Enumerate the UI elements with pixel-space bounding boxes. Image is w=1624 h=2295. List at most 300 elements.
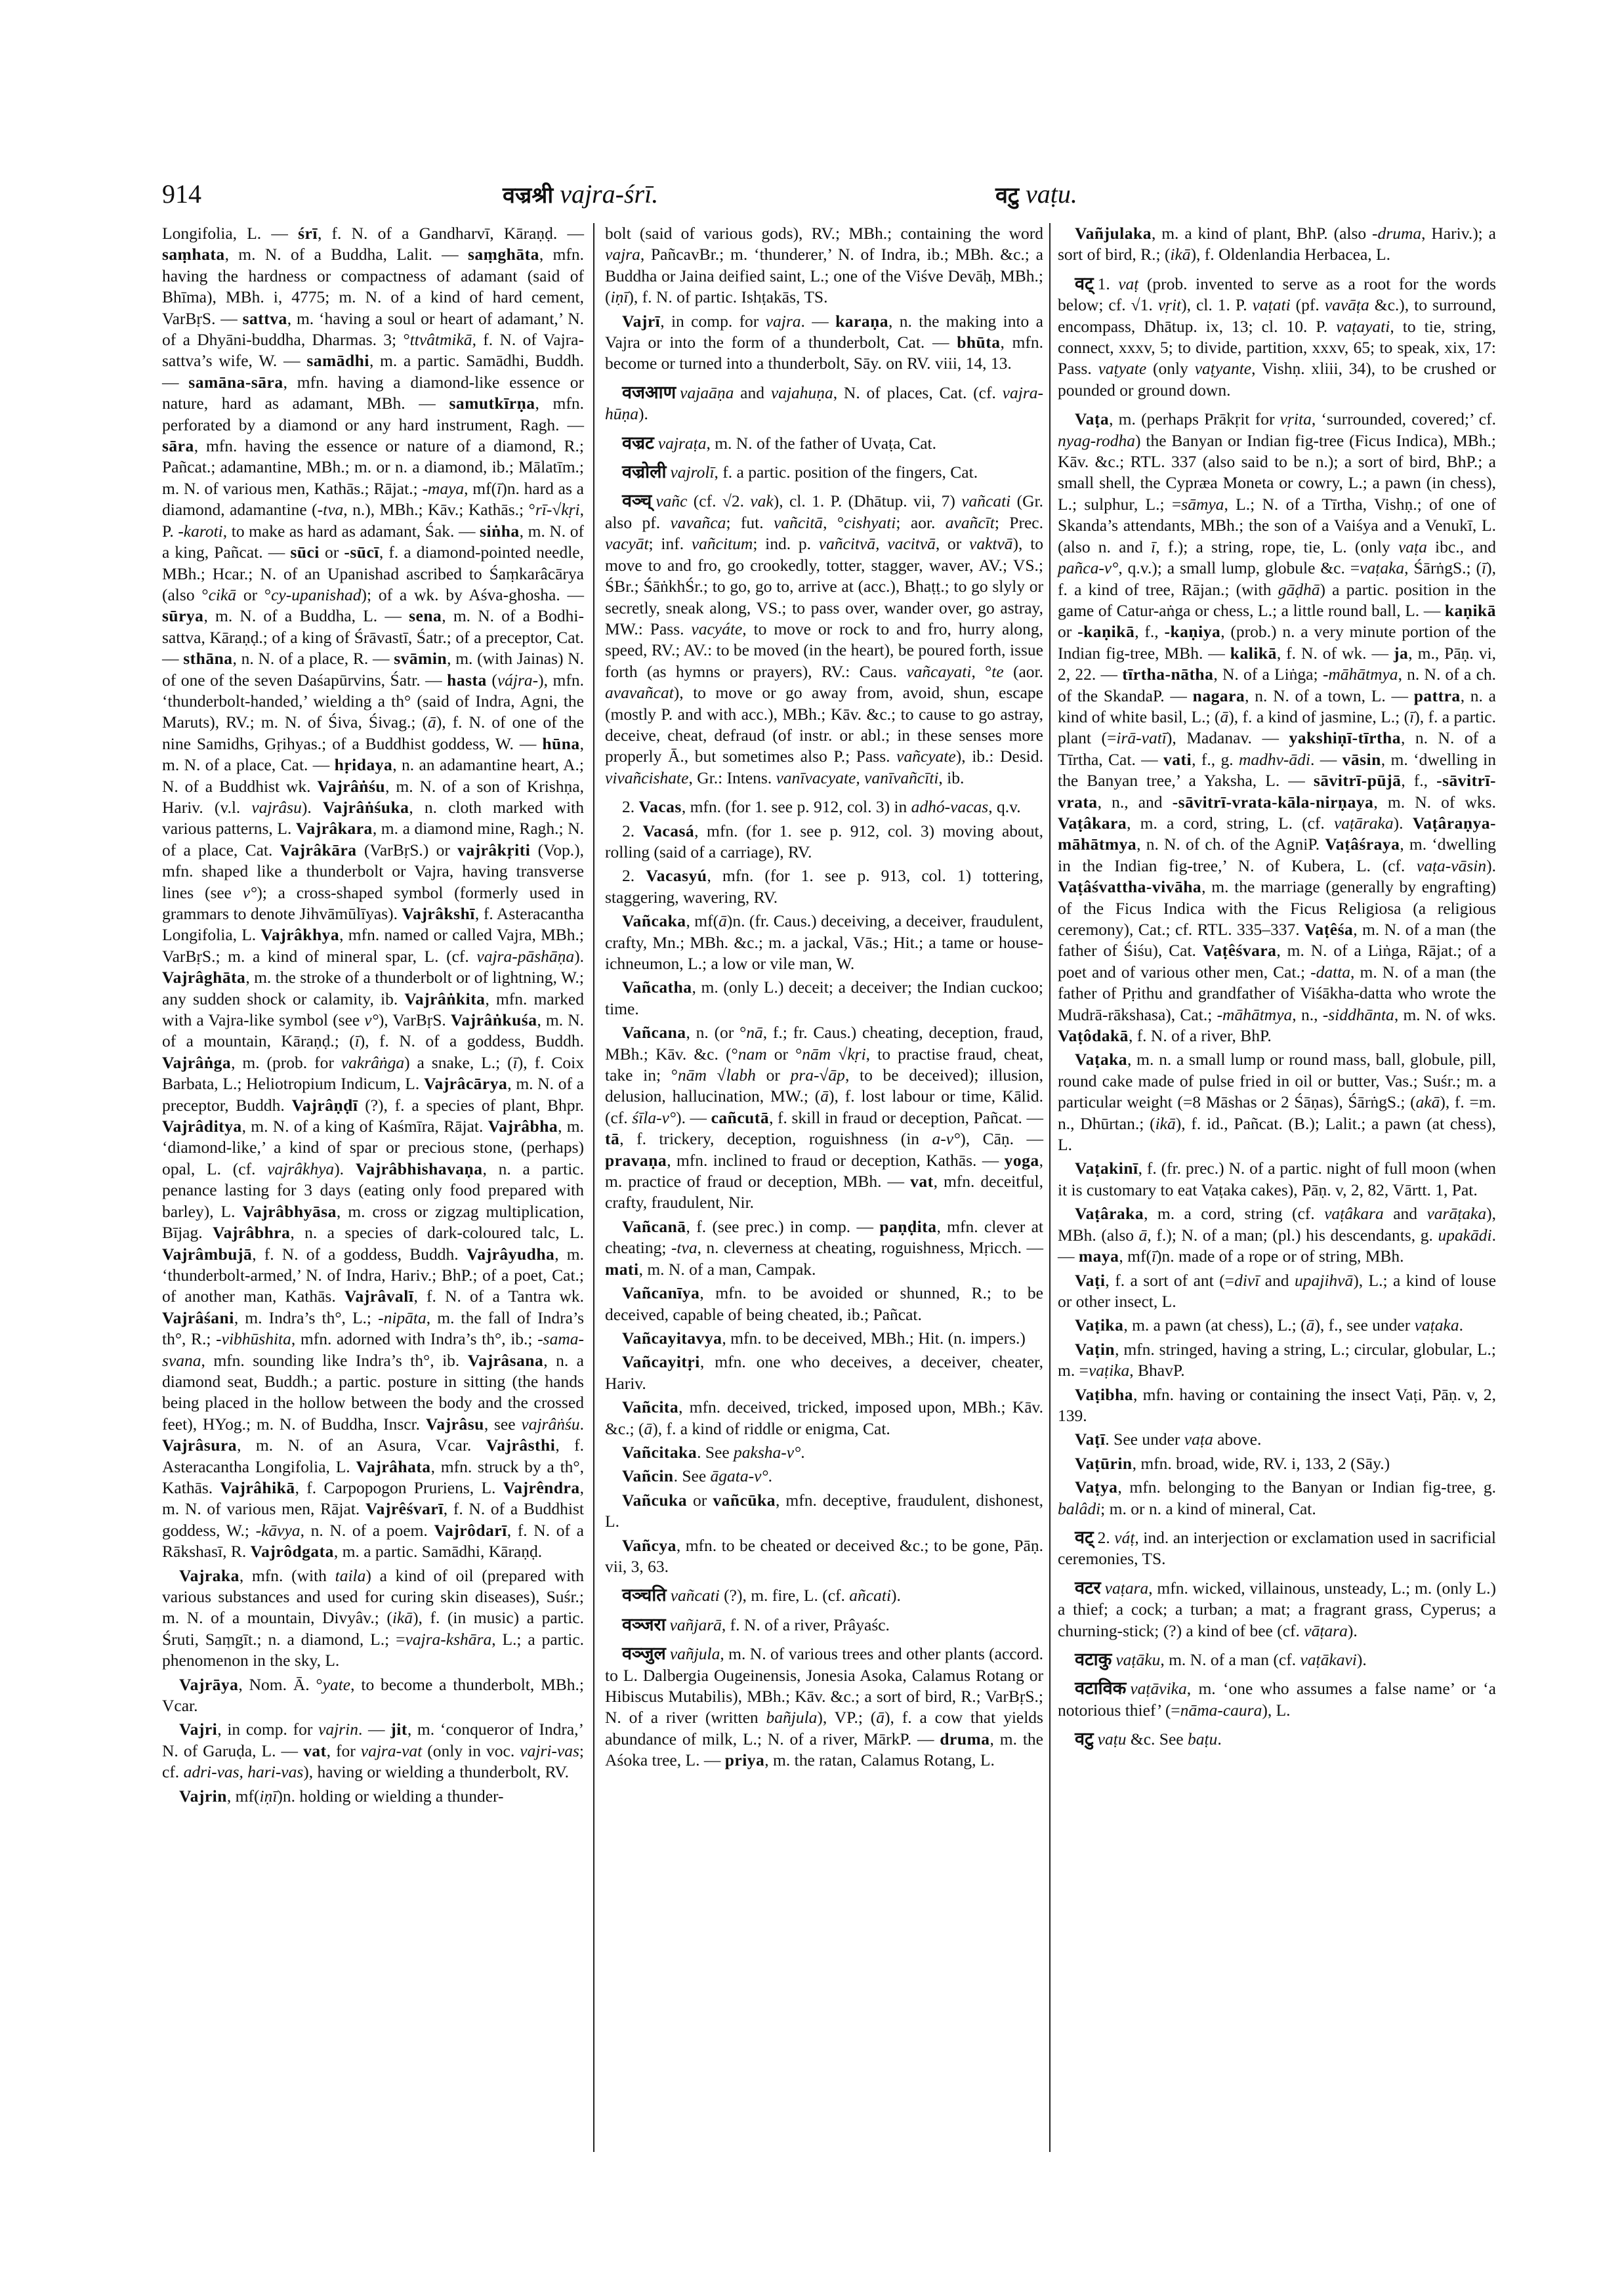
- dictionary-entry: Vajrin, mf(iṇī)n. holding or wielding a thunder-: [179, 1786, 504, 1806]
- headword: Vañcayitavya: [622, 1328, 722, 1348]
- italic-term: vavañca: [670, 512, 726, 532]
- headword: Vajrâbhishavaṇa: [355, 1159, 483, 1178]
- italic-term: -druma: [1372, 224, 1422, 243]
- headword: sūrya: [162, 606, 204, 626]
- headword: pravaṇa: [605, 1150, 667, 1170]
- italic-term: vaṭayati: [1336, 316, 1390, 336]
- dictionary-entry: Vaṭa, m. (perhaps Prākṛit for vṛita, ‘surrounded, covered;’ cf. nyag-rodha) the Banyan or Indian fig-tree (Ficus Indica), MBh.; Kāv. &c.; RTL. 337 (also said to be n.); a sort of bird, BhP.; a small shell, the Cypræa Moneta or cowry, L.; a pawn (in chess), L.; sulphur, L.; =sāmya, L.; N. of a Tīrtha, Vishṇ.; of one of Skanda’s attendants, MBh.; the son of a Vaiśya and a Venukī, L. (also n. and ī, f.); a string, rope, tie, L. (only vaṭa ibc., and pañca-v°, q.v.); a small lump, globule &c. =vaṭaka, ŚārṅgS.; (ī), f. a kind of tree, Rājan.; (with gāḍhā) a partic. position in the game of Catur-aṅga or chess, L.; a little round ball, L. — kaṇikā or -kaṇikā, f., -kaṇiya, (prob.) n. a very minute portion of the Indian fig-tree, MBh. — kalikā, f. N. of wk. — ja, m., Pāṇ. vi, 2, 22. — tīrtha-nātha, N. of a Liṅga; -māhātmya, n. N. of a ch. of the SkandaP. — nagara, n. N. of a town, L. — pattra, n. a kind of white basil, L.; (ā), f. a kind of jasmine, L.; (ī), f. a partic. plant (=irā-vatī), Madanav. — yakshiṇī-tīrtha, n. N. of a Tīrtha, Cat. — vati, f., g. madhv-ādi. — vāsin, m. ‘dwelling in the Banyan tree,’ a Yaksha, L. — sāvitrī-pūjā, f., -sāvitrī-vrata, n., and -sāvitrī-vrata-kāla-nirṇaya, m. N. of wks. Vaṭâkara, m. a cord, string, L. (cf. vaṭāraka). Vaṭâraṇya-māhātmya, n. N. of ch. of the AgniP. Vaṭâśraya, m. ‘dwelling in the Indian fig-tree,’ N. of Kubera, L. (cf. vaṭa-vāsin). Vaṭâśvattha-vivāha, m. the marriage (generally by engrafting) of the Ficus Indica with the Ficus Religiosa (a religious ceremony), Cat.; cf. RTL. 335–337. Vaṭêśa, m. N. of a man (the father of Śiśu), Cat. Vaṭêśvara, m. N. of a Liṅga, Rājat.; of a poet and of various other men, Cat.; -datta, m. N. of a man (the father of Pṛithu and grandfather of Viśākha-datta who wrote the Mudrā-rākshasa), Cat.; -māhātmya, n., -siddhānta, m. N. of wks. Vaṭôdakā, f. N. of a river, BhP.: [1058, 409, 1497, 1046]
- headword: Vacas: [638, 797, 682, 817]
- italic-term: vaṭa-vāsin: [1416, 856, 1487, 875]
- italic-term: sāmya: [1181, 494, 1224, 514]
- headword: Vajrâkara: [295, 819, 373, 838]
- headword: Vajrâṅśu: [317, 776, 386, 796]
- headword: Vajrâhata: [356, 1457, 431, 1476]
- column-3: [1058, 223, 1496, 1750]
- italic-term: adri-vas, hari-vas: [183, 1762, 304, 1782]
- headword: Vajrâmbujā: [162, 1244, 253, 1264]
- italic-term: ā: [644, 1418, 653, 1438]
- italic-term: v°: [242, 882, 257, 902]
- italic-term: vaṭyante: [1194, 359, 1252, 379]
- italic-term: śīla-v°: [632, 1107, 677, 1127]
- headword: Vajrâbhyāsa: [242, 1201, 337, 1221]
- headword: ja: [1394, 643, 1409, 663]
- italic-term: irā-vatī: [1116, 728, 1167, 748]
- headword: jit: [390, 1720, 407, 1739]
- dictionary-entry: Vaṭya, mfn. belonging to the Banyan or Indian fig-tree, g. balâdi; m. or n. a kind of mineral, Cat.: [1058, 1478, 1496, 1518]
- dictionary-entry: वटु vaṭu &c. See baṭu.: [1075, 1729, 1222, 1750]
- headword: śrī: [298, 224, 318, 243]
- headword: saṃhata: [162, 245, 225, 264]
- headword: Vaṭâśvattha-vivāha: [1058, 877, 1202, 897]
- italic-term: vavāṭa: [1324, 295, 1369, 315]
- italic-term: -māhātmya: [1217, 1004, 1293, 1024]
- headword: sthāna: [183, 649, 233, 669]
- headword: sāvitrī-pūjā: [1313, 771, 1402, 791]
- column-divider: [1049, 223, 1051, 2152]
- headword: paṇḍita: [879, 1216, 937, 1236]
- italic-term: vajrolī: [670, 463, 715, 482]
- headword: Vajrâṇḍī: [291, 1095, 358, 1115]
- italic-term: cy-upanishad: [271, 585, 362, 604]
- headword: druma: [940, 1729, 990, 1748]
- dictionary-entry: Vañcana, n. (or °nā, f.; fr. Caus.) cheating, deception, fraud, MBh.; Kāv. &c. (°nam or °nām √kṛi, to practise fraud, cheat, take in; °nām √labh or pra-√āp, to be deceived); illusion, delusion, hallucination, MW.; (ā), f. lost labour or time, Kālid. (cf. śīla-v°). — cañcutā, f. skill in fraud or deception, Pañcat. — tā, f. trickery, deception, roguishness (in a-v°), Cāṇ. — pravaṇa, mfn. inclined to fraud or deception, Kathās. — yoga, m. practice of fraud or deception, MBh. — vat, mfn. deceitful, crafty, fraudulent, Nir.: [605, 1023, 1044, 1212]
- italic-term: vaṭa: [1184, 1430, 1213, 1449]
- headword: tīrtha-nātha: [1122, 665, 1214, 684]
- headword: -kaṇikā: [1077, 622, 1135, 642]
- dictionary-entry: Vañcitaka. See paksha-v°.: [622, 1442, 805, 1462]
- headword: Vajrâṅkuśa: [450, 1010, 537, 1030]
- headword: pattra: [1413, 686, 1461, 705]
- italic-term: vajrâkhya: [267, 1159, 335, 1178]
- headword: Vajrâsthi: [486, 1436, 556, 1455]
- italic-term: varāṭaka: [1426, 1204, 1487, 1224]
- headword: tā: [605, 1129, 620, 1149]
- italic-term: rī-√kṛi: [535, 500, 580, 520]
- italic-term: vajri-vas: [520, 1741, 579, 1760]
- italic-term: vaṭati: [1252, 295, 1291, 315]
- headword: Vacasá: [642, 821, 695, 840]
- italic-term: balâdi: [1058, 1499, 1101, 1518]
- headword: sattva: [242, 308, 287, 328]
- italic-term: ā: [820, 1086, 829, 1106]
- headword: vati: [1163, 749, 1192, 769]
- dictionary-entry: Vañjulaka, m. a kind of plant, BhP. (also -druma, Hariv.); a sort of bird, R.; (ikā), f. Oldenlandia Herbacea, L.: [1058, 224, 1496, 264]
- headword: Vajrêśvarī: [365, 1499, 444, 1519]
- italic-term: ā: [1306, 1315, 1315, 1335]
- italic-term: ikā: [1170, 245, 1191, 264]
- headword: mati: [605, 1259, 639, 1279]
- devanagari-headword: वज्रट: [622, 432, 654, 453]
- italic-term: ī: [497, 478, 502, 498]
- dictionary-entry: Vaṭibha, mfn. having or containing the insect Vaṭi, Pāṇ. v, 2, 139.: [1058, 1384, 1496, 1425]
- headword: Vajrâṅśuka: [322, 797, 409, 817]
- italic-term: ī: [1409, 707, 1415, 726]
- dictionary-entry: वजआण vajaāṇa and vajahuṇa, N. of places, Cat. (cf. vajra-hūṇa).: [605, 382, 1043, 424]
- headword: Vacasyú: [646, 866, 707, 886]
- italic-term: ī: [1151, 1247, 1157, 1266]
- headword: Vaṭya: [1075, 1478, 1118, 1497]
- italic-term: vajrâsu: [251, 797, 302, 817]
- headword: Vaṭi: [1075, 1270, 1106, 1290]
- headword: samāna-sāra: [188, 372, 283, 392]
- italic-term: vāṭara: [1304, 1621, 1348, 1640]
- dictionary-entry: वज्रोली vajrolī, f. a partic. position of the fingers, Cat.: [622, 462, 978, 483]
- italic-term: vaṭika: [1088, 1361, 1130, 1380]
- dictionary-entry: Vaṭin, mfn. stringed, having a string, L.; circular, globular, L.; m. =vaṭika, BhavP.: [1058, 1339, 1496, 1380]
- headword: Vañjulaka: [1075, 224, 1152, 243]
- headword: yoga: [1004, 1150, 1039, 1170]
- headword: Vajrāya: [179, 1674, 239, 1694]
- headword: Vajrâyudha: [466, 1244, 555, 1264]
- italic-term: vañcitā: [774, 512, 823, 532]
- headword: Vajrâbha: [488, 1117, 558, 1136]
- headword: Vajrâsu: [425, 1414, 484, 1434]
- italic-term: vaṭu: [1097, 1729, 1127, 1749]
- italic-term: vaṭâkara: [1324, 1204, 1384, 1224]
- headword: samādhi: [306, 351, 369, 371]
- headword: Vaṭakinī: [1075, 1159, 1138, 1178]
- italic-term: -siddhānta: [1322, 1004, 1394, 1024]
- dictionary-entry: Vajri, in comp. for vajrin. — jit, m. ‘conqueror of Indra,’ N. of Garuḍa, L. — vat, for vajra-vat (only in voc. vajri-vas; cf. adri-vas, hari-vas), having or wielding a thunderbolt, RV.: [162, 1720, 585, 1782]
- italic-term: ttvâtmikā: [409, 330, 472, 350]
- dictionary-entry: Vaṭaka, m. n. a small lump or round mass, ball, globule, pill, round cake made of pulse fried in oil or butter, Vas.; Suśr.; m. a particular weight (=8 Māshas or 2 Śāṇas), ŚārṅgS.; (akā), f. =m. n., Dhūrtan.; (ikā), f. id., Pañcat. (B.); Lalit.; a pawn (at chess), L.: [1058, 1050, 1496, 1155]
- italic-term: a-v°: [932, 1129, 961, 1149]
- italic-term: ā: [718, 911, 727, 931]
- italic-term: vaṭaka: [1360, 558, 1405, 578]
- italic-term: vaṭ: [1118, 274, 1139, 293]
- headword: Vajrâghāta: [162, 968, 246, 987]
- dictionary-entry: Vañcaka, mf(ā)n. (fr. Caus.) deceiving, a deceiver, fraudulent, crafty, Mn.; MBh. &c.; m. a jackal, Vās.; Hit.; a tame or house-ichneumon, L.; a low or vile man, W.: [605, 911, 1043, 973]
- dictionary-entry: Vaṭakinī, f. (fr. prec.) N. of a partic. night of full moon (when it is customary to eat Vaṭaka cakes), Pāṇ. v, 2, 82, Vārtt. 1, Pat.: [1058, 1159, 1496, 1199]
- headword: Vañcana: [622, 1023, 686, 1043]
- headword: svāmin: [394, 649, 448, 669]
- dictionary-entry: 2. Vacas, mfn. (for 1. see p. 912, col. 3) in adhó-vacas, q.v.: [622, 797, 1021, 817]
- headword: -sāvitrī-vrata-kāla-nirṇaya: [1172, 792, 1374, 812]
- devanagari-headword: वजआण: [622, 382, 677, 403]
- dictionary-entry: वटर vaṭara, mfn. wicked, villainous, unsteady, L.; m. (only L.) a thief; a cock; a turban; a mat; a fragrant grass, Cyperus; a churning-stick; (?) a kind of bee (cf. vāṭara).: [1058, 1577, 1496, 1640]
- italic-term: ā: [1138, 1225, 1148, 1245]
- dictionary-entry: Vaṭi, f. a sort of ant (=divī and upajihvā), L.; a kind of louse or other insect, L.: [1058, 1270, 1497, 1311]
- italic-term: vañc: [656, 491, 688, 511]
- italic-term: vañcati: [961, 491, 1011, 511]
- dictionary-entry: 2. Vacasá, mfn. (for 1. see p. 912, col. 3) moving about, rolling (said of a carriage), RV.: [605, 821, 1044, 861]
- right-guide-transliteration: vaṭu.: [1026, 179, 1077, 209]
- headword: Vaṭika: [1075, 1315, 1124, 1335]
- italic-term: vivañcishate: [605, 768, 689, 787]
- italic-term: baṭu: [1188, 1729, 1218, 1749]
- dictionary-entry: Vañcayitavya, mfn. to be deceived, MBh.; Hit. (n. impers.): [622, 1328, 1026, 1348]
- headword: Vajrâśani: [162, 1308, 234, 1327]
- headword: Vajrâkshī: [402, 904, 475, 923]
- headword: priya: [724, 1750, 765, 1770]
- headword: Vaṭâśraya: [1325, 835, 1400, 854]
- italic-term: vaṭara: [1104, 1578, 1149, 1598]
- italic-term: upakādi: [1438, 1225, 1492, 1245]
- headword: kalikā: [1230, 643, 1277, 663]
- headword: Vajrâkāra: [280, 840, 357, 859]
- headword: vāsin: [1342, 749, 1381, 769]
- dictionary-entry: वट् 1. vaṭ (prob. invented to serve as a root for the words below; cf. √1. vṛit), cl. 1. P. vaṭati (pf. vavāṭa &c.), to surround, encompass, Dhātup. ix, 13; cl. 10. P. vaṭayati, to tie, string, connect, xxxv, 5; to divide, partition, xxxv, 65; to speak, xix, 17: Pass. vaṭyate (only vaṭyante, Vishṇ. xliii, 34), to be crushed or pounded or ground down.: [1058, 273, 1497, 400]
- headword: Vajrâsura: [162, 1436, 238, 1455]
- headword: Vajrâvalī: [344, 1287, 414, 1306]
- dictionary-entry: Vañcya, mfn. to be cheated or deceived &c.; to be gone, Pāṇ. vii, 3, 63.: [605, 1535, 1043, 1576]
- italic-term: nām: [677, 1065, 707, 1085]
- italic-term: vaṭaka: [1414, 1315, 1459, 1335]
- headword: Vaṭâraṇya-māhātmya: [1058, 813, 1496, 854]
- devanagari-headword: वञ्जुल: [622, 1644, 666, 1664]
- italic-term: vañcitvā, vacitvā: [818, 534, 936, 554]
- italic-term: avañcīt: [945, 512, 995, 532]
- devanagari-headword: वञ्चति: [622, 1585, 667, 1606]
- headword: vañcūka: [713, 1490, 776, 1510]
- italic-term: ī: [512, 1052, 518, 1072]
- italic-term: bañjula: [766, 1708, 818, 1727]
- dictionary-entry: Vajraka, mfn. (with taila) a kind of oil (prepared with various substances and used for curing skin diseases), Suśr.; m. N. of a mountain, Divyâv.; (ikā), f. (in music) a partic. Śruti, Saṃgīt.; n. a diamond, L.; =vajra-kshāra, L.; a partic. phenomenon in the sky, L.: [162, 1565, 585, 1670]
- dictionary-entry: वट् 2. váṭ, ind. an interjection or exclamation used in sacrificial ceremonies, TS.: [1058, 1527, 1496, 1569]
- dictionary-entry: Vañcayitṛi, mfn. one who deceives, a deceiver, cheater, Hariv.: [605, 1352, 1043, 1393]
- headword: Vajraka: [179, 1565, 239, 1585]
- italic-term: -datta: [1310, 962, 1351, 982]
- dictionary-entry: Vañcatha, m. (only L.) deceit; a deceiver; the Indian cuckoo; time.: [605, 978, 1043, 1018]
- page-number: 914: [162, 179, 201, 209]
- headword: -sūcī: [344, 543, 379, 562]
- italic-term: cishyati: [844, 512, 896, 532]
- italic-term: ā: [427, 713, 436, 732]
- headword: kaṇikā: [1444, 600, 1496, 620]
- italic-term: -māhātmya: [1322, 665, 1398, 684]
- italic-term: ā: [876, 1708, 885, 1727]
- italic-term: vanīvacyate, vanīvañcīti: [776, 768, 939, 787]
- italic-term: vajra-kshāra: [405, 1629, 492, 1649]
- dictionary-entry: वज्रट vajraṭa, m. N. of the father of Uvaṭa, Cat.: [622, 432, 936, 453]
- headword: karaṇa: [835, 311, 889, 331]
- headword: Vaṭêśvara: [1202, 941, 1277, 961]
- headword: Vañcya: [622, 1535, 677, 1555]
- italic-term: vajaāṇa: [680, 382, 734, 402]
- italic-term: -karoti: [178, 521, 223, 541]
- left-guide-devanagari: वज्रश्री: [503, 182, 554, 209]
- italic-term: paksha-v°: [734, 1442, 801, 1462]
- italic-term: vaṭāku: [1115, 1650, 1161, 1669]
- headword: Vajrâditya: [162, 1117, 242, 1136]
- italic-term: -tva: [317, 500, 344, 520]
- headword: Vaṭêśa: [1304, 920, 1354, 939]
- headword: siṅha: [480, 521, 520, 541]
- dictionary-entry: Vaṭūrin, mfn. broad, wide, RV. i, 133, 2 (Sāy.): [1075, 1453, 1390, 1473]
- headword: Vaṭūrin: [1075, 1453, 1133, 1473]
- dictionary-entry: वञ्च् vañc (cf. √2. vak), cl. 1. P. (Dhātup. vii, 7) vañcati (Gr. also pf. vavañca; fut. vañcitā, °cishyati; aor. avañcīt; Prec. vacyāt; inf. vañcitum; ind. p. vañcitvā, vacitvā, or vaktvā), to move to and fro, go crookedly, totter, stagger, waver, AV.; VS.; ŚBr.; ŚāṅkhŚr.; to go, go to, arrive at (acc.), Bhaṭṭ.; to go slyly or secretly, sneak along, VS.; to pass over, wander over, go astray, MW.: Pass. vacyáte, to move or rock to and fro, hurry along, speed, RV.; AV.: to be moved (in the heart), be poured forth, issue forth (as hymns or prayers), RV.: Caus. vañcayati, °te (aor. avavañcat), to move or go away from, avoid, shun, escape (mostly P. and with acc.), MBh.; Kāv. &c.; to cause to go astray, deceive, cheat, defraud (of instr. or abl.; in these senses more properly Ā., but sometimes also P.; Pass. vañcyate), ib.: Desid. vivañcishate, Gr.: Intens. vanīvacyate, vanīvañcīti, ib.: [605, 491, 1043, 787]
- italic-term: labh: [726, 1065, 756, 1085]
- headword: Vañcin: [622, 1466, 674, 1486]
- headword: saṃghāta: [467, 245, 539, 264]
- headword: Vaṭī: [1075, 1430, 1106, 1449]
- headword: Vajrêndra: [503, 1478, 580, 1497]
- headword: Vajrâbhra: [213, 1223, 291, 1243]
- headword: hasta: [447, 670, 487, 690]
- devanagari-headword: वट्: [1075, 273, 1094, 294]
- headword: Vañcita: [622, 1397, 679, 1417]
- headword: Vajrâcārya: [423, 1074, 508, 1094]
- headword: Vaṭibha: [1075, 1384, 1134, 1404]
- dictionary-entry: Vañcin. See āgata-v°.: [622, 1466, 773, 1486]
- italic-term: iṇī: [259, 1786, 278, 1806]
- right-guide-word: [995, 178, 1077, 211]
- italic-term: akā: [1415, 1092, 1440, 1112]
- headword: nagara: [1192, 686, 1245, 705]
- left-guide-word: [503, 178, 658, 211]
- italic-term: vajrin: [318, 1720, 358, 1739]
- dictionary-entry: वञ्जरा vañjarā, f. N. of a river, Prâyaśc.: [622, 1614, 890, 1635]
- italic-term: vañjula: [669, 1644, 720, 1664]
- italic-term: vaṭākavi: [1300, 1650, 1357, 1669]
- dictionary-entry: वटाकु vaṭāku, m. N. of a man (cf. vaṭākavi).: [1075, 1649, 1367, 1670]
- italic-term: madhv-ādi: [1238, 749, 1310, 769]
- headword: Vaṭâraka: [1075, 1204, 1144, 1224]
- italic-term: vajahuṇa: [770, 382, 833, 402]
- italic-term: vajrâṅśu: [521, 1414, 580, 1434]
- headword: hṛidaya: [334, 755, 393, 775]
- dictionary-entry: Vaṭika, m. a pawn (at chess), L.; (ā), f., see under vaṭaka.: [1075, 1315, 1463, 1335]
- headword: samutkīrṇa: [449, 394, 535, 413]
- headword: Vajrâkhya: [260, 925, 340, 945]
- italic-term: vajra-pāshāṇa: [476, 946, 575, 966]
- italic-term: v°: [364, 1010, 379, 1030]
- italic-term: divī: [1234, 1270, 1260, 1290]
- italic-term: vajra-hūṇa: [605, 382, 1043, 424]
- right-guide-devanagari: वटु: [995, 182, 1020, 209]
- headword: Vañcanīya: [622, 1283, 700, 1303]
- headword: Vajrī: [622, 311, 661, 331]
- italic-term: -nipāta: [378, 1308, 427, 1327]
- italic-term: iṇī: [610, 287, 629, 307]
- column-2: [605, 223, 1043, 1771]
- italic-term: vaktvā: [969, 534, 1013, 554]
- italic-term: vakrâṅga: [341, 1052, 405, 1072]
- column-divider: [593, 223, 594, 2152]
- headword: Vañcayitṛi: [622, 1352, 700, 1372]
- headword: -kaṇiya: [1164, 622, 1221, 642]
- headword: Vajri: [179, 1720, 218, 1739]
- devanagari-headword: वट्: [1075, 1527, 1094, 1548]
- dictionary-entry: Vaṭī. See under vaṭa above.: [1075, 1430, 1262, 1449]
- italic-term: ī: [354, 1031, 360, 1051]
- headword: Vañcanā: [622, 1216, 686, 1236]
- dictionary-entry: Vañcita, mfn. deceived, tricked, imposed upon, MBh.; Kāv. &c.; (ā), f. a kind of riddle or enigma, Cat.: [605, 1397, 1043, 1438]
- headword: Vaṭôdakā: [1058, 1026, 1129, 1046]
- italic-term: āgata-v°: [710, 1466, 768, 1486]
- headword: sūci: [290, 543, 320, 562]
- italic-term: ī: [1151, 537, 1156, 556]
- devanagari-headword: वटु: [1075, 1729, 1094, 1750]
- dictionary-entry: Vañcanīya, mfn. to be avoided or shunned, R.; to be deceived, capable of being cheated, ib.; Pañcat.: [605, 1283, 1043, 1324]
- headword: bhūta: [957, 333, 1001, 352]
- italic-term: vaṭa: [1398, 537, 1427, 556]
- headword: Vaṭa: [1075, 409, 1110, 429]
- dictionary-entry: Vajrī, in comp. for vajra. — karaṇa, n. the making into a Vajra or into the form of a thunderbolt, Cat. — bhūta, mfn. become or turned into a thunderbolt, Sāy. on RV. viii, 14, 13.: [605, 311, 1044, 373]
- italic-term: yate: [322, 1674, 351, 1694]
- dictionary-entry: Vajrāya, Nom. Ā. °yate, to become a thunderbolt, MBh.; Vcar.: [162, 1674, 584, 1716]
- italic-term: vañcati: [670, 1586, 720, 1605]
- italic-term: ā: [1220, 707, 1229, 726]
- headword: Vajrâṅga: [162, 1052, 232, 1072]
- dictionary-entry: bolt (said of various gods), RV.; MBh.; containing the word vajra, PañcavBr.; m. ‘thunderer,’ N. of Indra, ib.; MBh. &c.; a Buddha or Jaina deified saint, L.; one of the Viśve Devāḥ, MBh.; (iṇī), f. N. of partic. Ishṭakās, TS.: [605, 224, 1043, 307]
- dictionary-entry: वञ्चति vañcati (?), m. fire, L. (cf. añcati).: [622, 1585, 901, 1606]
- headword: vat: [910, 1172, 934, 1191]
- italic-term: upajihvā: [1295, 1270, 1354, 1290]
- devanagari-headword: वञ्च्: [622, 491, 652, 512]
- italic-term: gāḍhā: [1278, 579, 1320, 599]
- italic-term: -sama-svana: [162, 1329, 584, 1370]
- italic-term: vajra: [765, 311, 801, 331]
- italic-term: vañcyate: [896, 747, 956, 766]
- devanagari-headword: वटाकु: [1075, 1649, 1112, 1670]
- italic-term: avavañcat: [605, 683, 674, 703]
- headword: Vañcuka: [622, 1490, 687, 1510]
- italic-term: nyag-rodha: [1058, 430, 1136, 450]
- headword: vajrâkṛiti: [457, 840, 531, 859]
- italic-term: -tva: [671, 1238, 697, 1258]
- headword: sena: [409, 606, 442, 626]
- italic-term: cikā: [208, 585, 237, 604]
- headword: hūna: [542, 734, 580, 753]
- dictionary-entry: Vañcanā, f. (see prec.) in comp. — paṇḍita, mfn. clever at cheating; -tva, n. cleverness at cheating, roguishness, Mṛicch. — mati, m. N. of a man, Campak.: [605, 1216, 1043, 1279]
- italic-term: vajra: [605, 245, 640, 264]
- headword: Vañcatha: [622, 978, 692, 997]
- devanagari-headword: वञ्जरा: [622, 1614, 666, 1635]
- italic-term: pra-√āp: [790, 1065, 845, 1085]
- italic-term: ī: [1482, 558, 1487, 578]
- italic-term: vajraṭa: [657, 433, 707, 453]
- headword: -sāvitrī-vrata: [1058, 771, 1496, 812]
- devanagari-headword: वटर: [1075, 1577, 1101, 1598]
- headword: Vajrôdgata: [250, 1542, 334, 1561]
- italic-term: ikā: [1155, 1113, 1176, 1133]
- italic-term: kṛi: [847, 1044, 866, 1064]
- italic-term: vájra-: [497, 670, 539, 690]
- italic-term: vañcayati: [906, 661, 972, 681]
- headword: Vaṭin: [1075, 1339, 1115, 1359]
- italic-term: adhó-vacas: [911, 797, 989, 817]
- headword: Vañcitaka: [622, 1442, 697, 1462]
- headword: yakshiṇī-tīrtha: [1289, 728, 1401, 748]
- headword: Vaṭâkara: [1058, 813, 1127, 833]
- italic-term: vṛita: [1280, 409, 1312, 429]
- italic-term: nām: [802, 1044, 831, 1064]
- headword: Vajrôdarī: [434, 1520, 507, 1540]
- italic-term: -kāvya: [255, 1520, 301, 1540]
- devanagari-headword: वज्रोली: [622, 462, 667, 483]
- italic-term: vajra-vat: [360, 1741, 423, 1760]
- italic-term: añcati: [849, 1586, 892, 1605]
- headword: maya: [1078, 1247, 1119, 1266]
- headword: Vajrâhikā: [220, 1478, 295, 1497]
- italic-term: vacyāt: [605, 534, 649, 554]
- italic-term: -maya: [422, 478, 465, 498]
- italic-term: ikā: [392, 1608, 413, 1628]
- devanagari-headword: वटाविक: [1075, 1678, 1127, 1699]
- dictionary-entry: Vaṭâraka, m. a cord, string (cf. vaṭâkara and varāṭaka), MBh. (also ā, f.); N. of a man; (pl.) his descendants, g. upakādi. — maya, mf(ī)n. made of a rope or of string, MBh.: [1058, 1204, 1497, 1266]
- headword: Vajrin: [179, 1786, 227, 1806]
- italic-term: -vibhūshita: [216, 1329, 291, 1349]
- italic-term: vañjarā: [669, 1615, 722, 1634]
- headword: Vajrâsana: [467, 1350, 544, 1370]
- italic-term: vaṭāraka: [1333, 813, 1394, 833]
- headword: Vajrâṅkita: [404, 989, 486, 1008]
- italic-term: nā: [746, 1023, 763, 1043]
- italic-term: taila: [335, 1565, 366, 1585]
- dictionary-entry: 2. Vacasyú, mfn. (for 1. see p. 913, col. 1) tottering, staggering, wavering, RV.: [605, 866, 1044, 907]
- italic-term: vacyáte: [691, 619, 743, 638]
